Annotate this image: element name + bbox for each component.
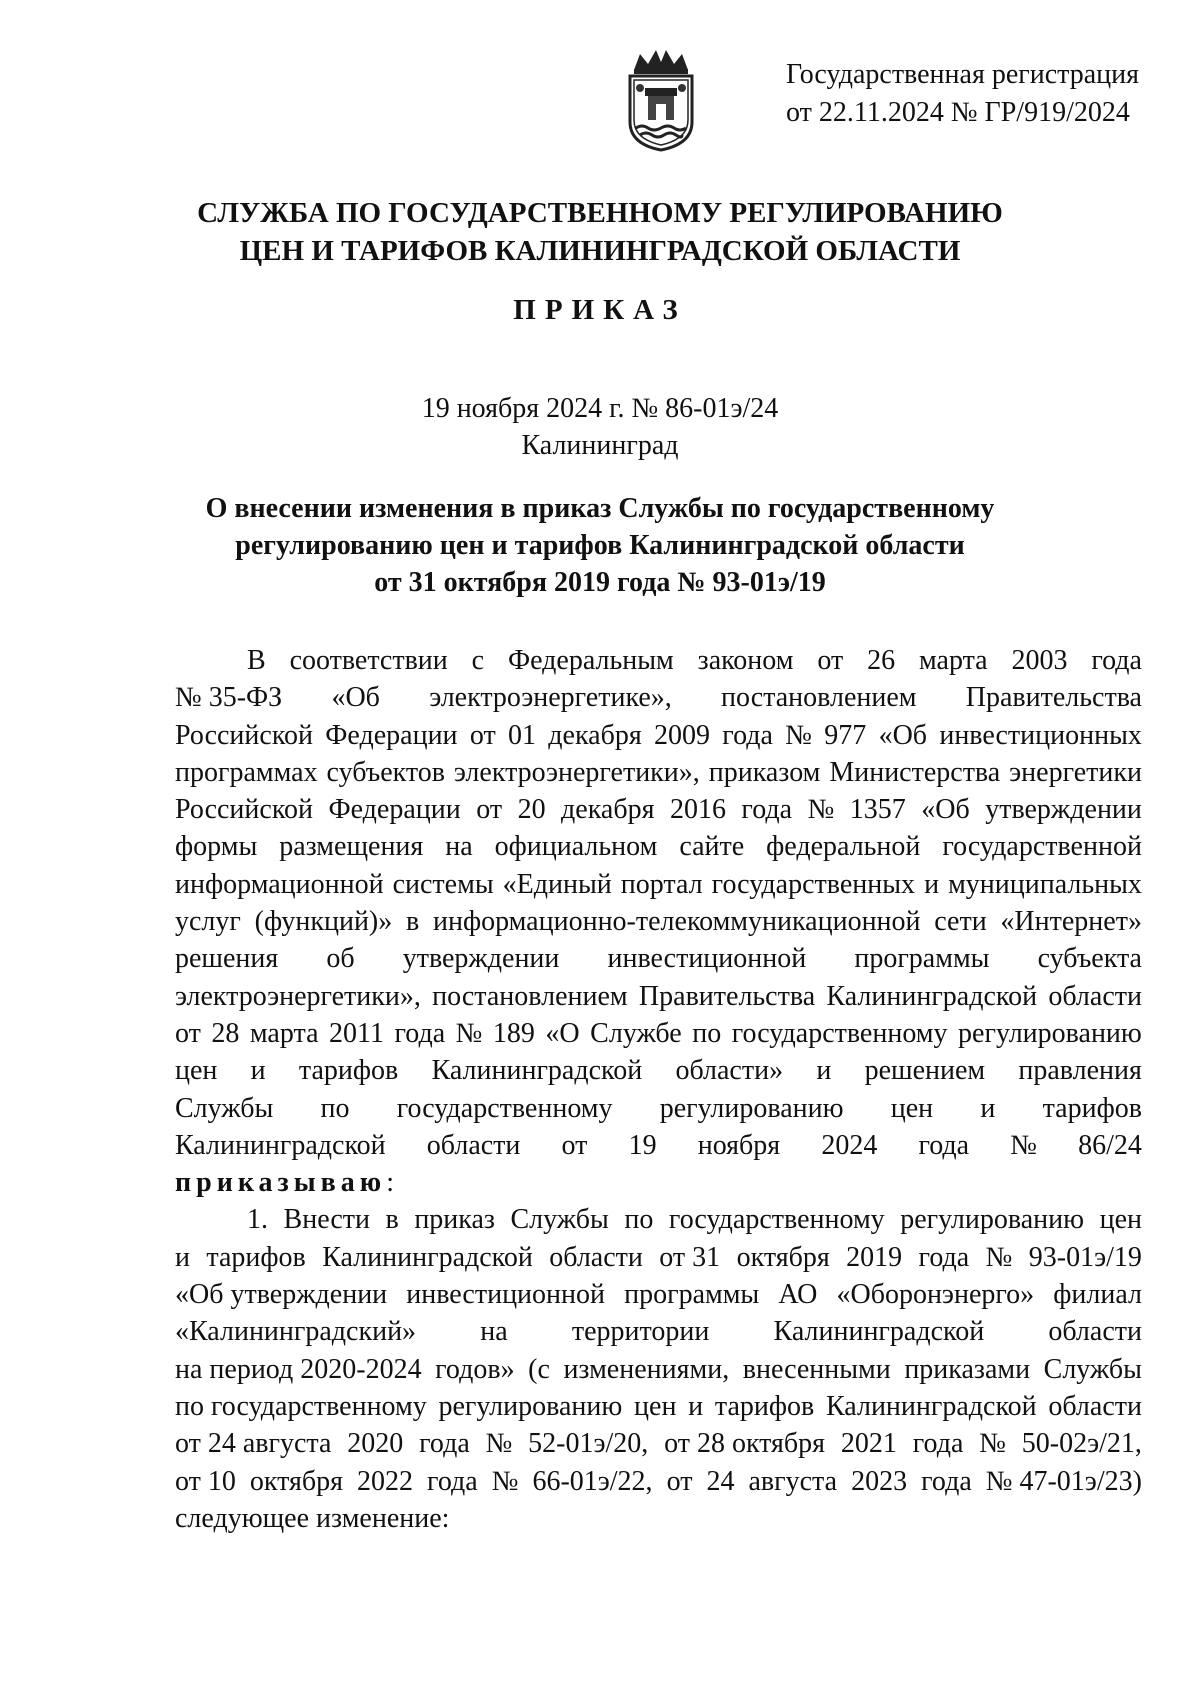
word: «Об [331,682,380,714]
word: постановлением [432,980,628,1012]
word: ноября [697,1129,781,1161]
word: от [175,1017,201,1049]
word: филиал [1053,1279,1142,1311]
word: Калининградской [175,1129,386,1161]
word: Калининградской [431,1055,643,1087]
word: № [1010,1129,1037,1161]
word: марта [918,645,988,676]
paragraph-line [175,1090,1142,1127]
paragraph-line [175,1425,1142,1462]
word: об [326,943,355,975]
word: года [419,1428,470,1460]
word: 2021 [840,1428,897,1460]
word: на период 2020-2024 [175,1353,422,1385]
word: регулированию [659,1092,844,1124]
word: области [426,1129,521,1161]
item-1-paragraph [175,1201,1142,1499]
registration-number: от 22.11.2024 № ГР/919/2024 [786,97,1130,128]
word: регулированию [958,1017,1142,1049]
paragraph-line [175,828,1142,865]
word: области [549,1241,643,1273]
word: инвестиционной [607,943,807,975]
word: «Оборонэнерго» [836,1279,1035,1311]
word: программы [854,943,990,975]
order-city: Калининград [521,430,679,461]
word: года [394,1017,446,1049]
word: утверждении [402,943,560,975]
word: декабря [561,794,655,826]
paragraph-line [175,1388,1142,1425]
word: 24 [706,1465,735,1497]
word: по государственному [175,1390,427,1422]
word: в [385,1204,399,1236]
word: года [722,719,773,751]
word: 2023 [851,1465,908,1497]
word: тарифов [298,1055,399,1087]
word: 19 [628,1129,657,1161]
word: в [406,906,420,938]
word: муниципальных [948,868,1142,900]
word: 2011 [329,1017,384,1049]
paragraph-line [175,679,1142,716]
word: Калининградской [826,980,1038,1012]
word: федеральной [766,831,921,863]
paragraph-line [175,940,1142,977]
word: по [320,1092,350,1124]
word: АО [778,1279,818,1311]
word: по [692,1017,722,1049]
word: 1357 [849,794,906,826]
word: Федерации [328,794,461,826]
paragraph-line [175,1201,1142,1238]
word: и [688,1390,704,1422]
word: «О [545,1017,580,1049]
word: цен [634,1390,677,1422]
word: 01 [508,719,536,751]
word: по [624,1204,654,1236]
paragraph-line [175,1313,1142,1350]
word: марта [249,1017,319,1049]
paragraph-line [175,791,1142,828]
word: октября [249,1465,343,1497]
word: размещения [279,831,424,863]
word: портал [620,868,703,900]
word: электроэнергетике», [429,682,672,714]
word: 189 [492,1017,535,1049]
word: от 10 [175,1465,236,1497]
word: законом [697,645,794,676]
word: Калининградской [322,1241,533,1273]
word: 977 [824,719,867,751]
word: № 35-ФЗ [175,682,283,714]
word: года [921,1465,972,1497]
word: от 24 августа [175,1428,332,1460]
word: 2019 [846,1241,903,1273]
agency-name [0,194,1200,270]
word: сайте [679,831,745,863]
word: 50-02э/21, [1021,1428,1142,1460]
word: годов» [435,1353,515,1385]
kaliningrad-coat-of-arms-icon [620,48,702,152]
order-subject-line-3: от 31 октября 2019 года № 93-01э/19 [374,567,826,598]
word: № [785,719,812,751]
paragraph-line [175,1276,1142,1313]
word: области [1048,980,1142,1012]
order-subject-line-1: О внесении изменения в приказ Службы по государственному [205,493,995,524]
word: Федерации [325,719,458,751]
word: внесенными [742,1353,891,1385]
word: 1. [247,1204,268,1236]
word: государственному [668,1204,885,1236]
word: государственному [731,1017,948,1049]
word: регулированию [438,1390,623,1422]
word: услуг [175,906,241,938]
word: и [250,1055,266,1087]
word: 2009 [654,719,710,751]
paragraph-line [175,1052,1142,1089]
word: «Об [921,794,970,826]
word: от [469,719,496,751]
word: Правительства [965,682,1142,714]
word: цен [175,1055,218,1087]
word: на [480,1316,508,1348]
word: от [476,794,503,826]
word: тарифов [1042,1092,1142,1124]
word: приказом [708,756,821,788]
word: Российской [175,719,313,751]
word: области [1048,1316,1142,1348]
word: 2016 [669,794,726,826]
word: от [817,645,844,676]
word: от 28 октября [664,1428,826,1460]
word: «Единый [502,868,612,900]
paragraph-line [175,903,1142,940]
state-registration-stamp [786,56,1166,132]
word: № [807,794,835,826]
document-type-title: ПРИКАЗ [513,294,687,326]
word: электроэнергетики», [175,980,421,1012]
word: приказ [414,1204,495,1236]
order-body [175,642,1142,1537]
paragraph-line [175,978,1142,1015]
paragraph-line [175,717,1142,754]
word: государственному [396,1092,613,1124]
preamble-paragraph [175,642,1142,1164]
word: (с [528,1353,550,1385]
word: с [471,645,485,676]
word: субъекта [1037,943,1142,975]
word: 66-01э/22, [532,1465,653,1497]
word: августа [748,1465,838,1497]
order-verb-line [175,1164,1142,1201]
word: территории [571,1316,710,1348]
paragraph-line [175,1463,1142,1500]
word: программы [624,1279,760,1311]
word: и [924,868,940,900]
word: года [741,794,793,826]
word: Службы [1043,1353,1142,1385]
registration-title: Государственная регистрация [786,59,1139,90]
word: и [175,1241,190,1273]
paragraph-line [175,1015,1142,1052]
word: решением [864,1055,986,1087]
word: от [666,1465,693,1497]
word: 2003 [1011,645,1068,676]
word: 2022 [357,1465,414,1497]
word: № [485,1428,513,1460]
word: Федеральным [507,645,674,676]
order-date-number: 19 ноября 2024 г. № 86-01э/24 [421,393,779,424]
word: субъектов [326,756,445,788]
word: «Об утверждении [175,1279,388,1311]
word: Правительства [638,980,816,1012]
word: 86/24 [1078,1129,1142,1161]
word: года [1091,645,1142,676]
word: 28 [211,1017,240,1049]
word: Калининградской [773,1316,985,1348]
word: энергетики [1009,756,1142,788]
word: от 31 [659,1241,721,1273]
agency-name-line-1: СЛУЖБА ПО ГОСУДАРСТВЕННОМУ РЕГУЛИРОВАНИЮ [197,197,1003,229]
word: 2024 [821,1129,878,1161]
word: программах [175,756,318,788]
word: государственных [711,868,916,900]
word: 26 [867,645,896,676]
order-subject-line-2: регулированию цен и тарифов Калининградской области [235,530,965,561]
paragraph-line [175,1239,1142,1276]
word: Службе [590,1017,682,1049]
word: от [561,1129,588,1161]
word: системы [392,868,494,900]
word: № [979,1428,1006,1460]
paragraph-line [175,1127,1142,1164]
paragraph-line [175,642,1142,679]
word: В [247,645,266,676]
word: и [980,1092,996,1124]
word: инвестиционных [939,719,1142,751]
word: приказами [904,1353,1031,1385]
word: Службы [510,1204,609,1236]
word: «Калининградский» [175,1316,417,1348]
word: тарифов [714,1390,815,1422]
word: информационной [175,868,384,900]
word: 93-01э/19 [1028,1241,1142,1273]
agency-name-line-2: ЦЕН И ТАРИФОВ КАЛИНИНГРАДСКОЙ ОБЛАСТИ [239,235,961,267]
word: (функций)» [254,906,393,938]
word: тарифов [206,1241,306,1273]
order-subject [0,490,1200,601]
word: № [985,1241,1013,1273]
word: года [918,1241,970,1273]
word: декабря [548,719,642,751]
word: утверждении [985,794,1142,826]
word: правления [1018,1055,1142,1087]
word: государственной [942,831,1142,863]
order-verb-suffix: : [386,1167,394,1199]
word: постановлением [721,682,917,714]
word: формы [175,831,258,863]
word: и [816,1055,832,1087]
word: цен [890,1092,934,1124]
word: области» [675,1055,784,1087]
order-date-and-place [0,390,1200,464]
paragraph-line [175,866,1142,903]
word: «Интернет» [1000,906,1142,938]
word: информационно-телекоммуникационной [432,906,921,938]
word: соответствии [289,645,448,676]
word: 20 [517,794,546,826]
word: изменениями, [563,1353,730,1385]
word: на [445,831,473,863]
paragraph-line [175,1351,1142,1388]
word: регулированию [900,1204,1085,1236]
word: № [491,1465,519,1497]
word: 52-01э/20, [528,1428,649,1460]
word: электроэнергетики», [453,756,700,788]
word: сети [934,906,987,938]
word: № 47-01э/23) [985,1465,1142,1497]
item-1-last-line: следующее изменение: [175,1502,450,1534]
word: официальном [494,831,658,863]
word: Калининградской [825,1390,1037,1422]
word: 2020 [347,1428,404,1460]
word: № [455,1017,483,1049]
word: Внести [283,1204,370,1236]
word: цен [1099,1204,1142,1236]
word: области [1048,1390,1142,1422]
order-verb: приказываю [175,1167,387,1199]
word: Министерства [829,756,1001,788]
word: года [427,1465,478,1497]
word: Службы [175,1092,274,1124]
word: года [918,1129,970,1161]
word: Российской [175,794,313,826]
word: «Об [878,719,928,751]
word: октября [736,1241,830,1273]
paragraph-line [175,754,1142,791]
word: решения [175,943,279,975]
word: года [912,1428,964,1460]
word: инвестиционной [406,1279,605,1311]
